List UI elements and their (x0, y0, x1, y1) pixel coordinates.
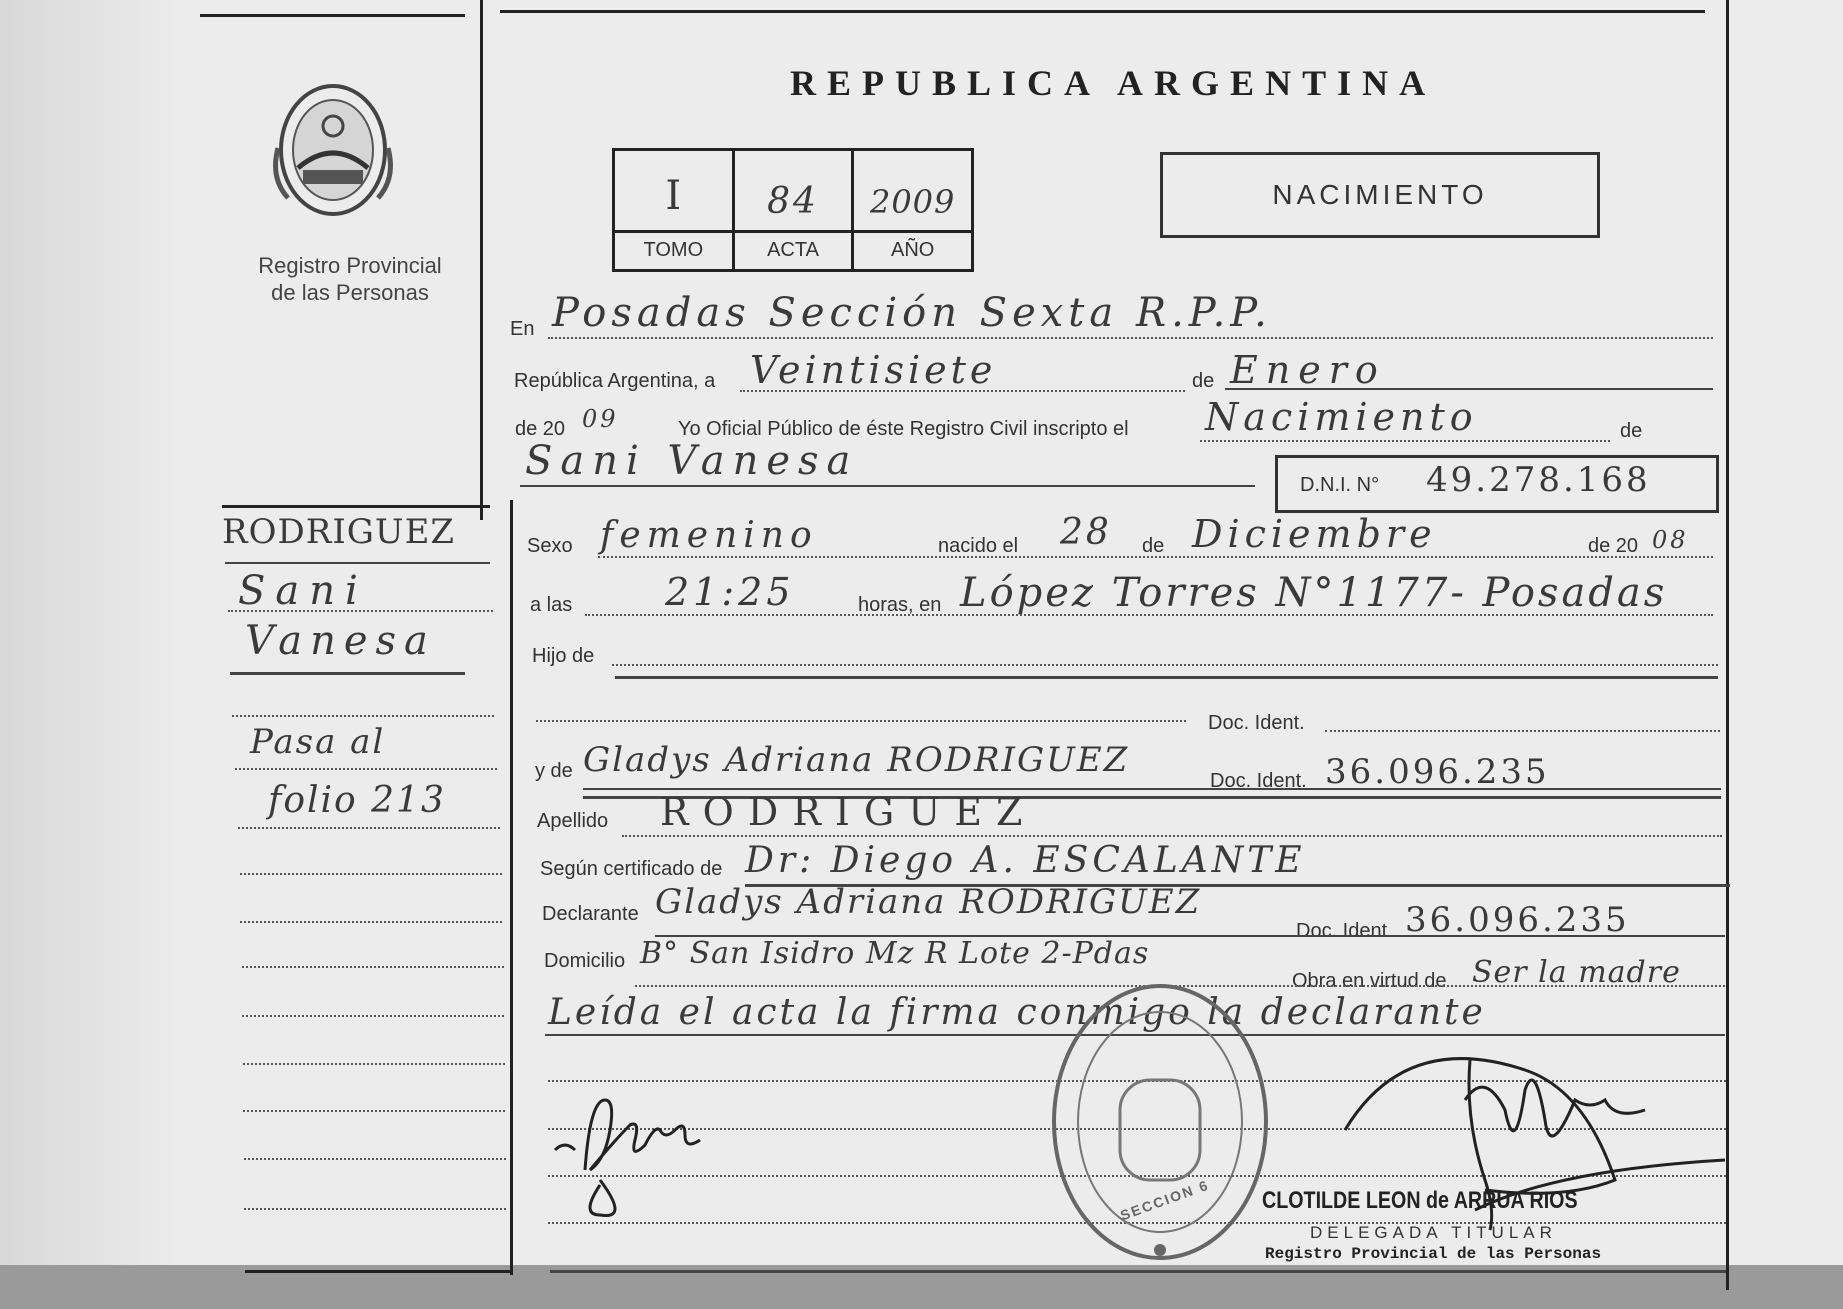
margin-dots (243, 1110, 505, 1112)
margin-dots (240, 921, 502, 923)
anio-cell (854, 151, 971, 269)
line-dots (612, 664, 1718, 666)
field-madre: Gladys Adriana RODRIGUEZ (583, 740, 1130, 780)
top-rule-left (200, 14, 465, 17)
field-apellido: RODRIGUEZ (660, 790, 1037, 834)
label-segun: Según certificado de (540, 858, 723, 880)
line-dots (1325, 730, 1720, 732)
label-de-mid: de (1142, 535, 1165, 557)
official-role: DELEGADA TITULAR (1310, 1223, 1557, 1242)
line-dots (548, 337, 1713, 339)
field-nombre: Sani Vanesa (525, 438, 859, 484)
margin-top-rule (222, 505, 490, 508)
line-dots (622, 835, 1722, 837)
margin-dots (235, 768, 497, 770)
line-dots (598, 556, 1713, 558)
tomo-cell (615, 151, 735, 269)
stamp-icon (1048, 980, 1273, 1265)
margin-name1: Sani (238, 568, 368, 614)
line-dots (740, 390, 1185, 392)
field-cierre: Leída el acta la firma conmigo la declarante (548, 992, 1486, 1033)
page-gutter (0, 0, 175, 1309)
margin-dots (228, 610, 493, 612)
field-madre-doc: 36.096.235 (1325, 752, 1550, 792)
tomo-label: TOMO (615, 230, 732, 269)
label-de-mes: de (1192, 370, 1215, 392)
column-divider-bottom (510, 500, 513, 1275)
field-dni: 49.278.168 (1426, 460, 1651, 500)
field-anio-nac: 08 (1652, 526, 1689, 554)
margin-surname: RODRIGUEZ (222, 512, 456, 552)
label-nacido: nacido el (938, 535, 1019, 557)
line-rule (550, 1270, 1726, 1273)
field-dia: Veintisiete (750, 348, 997, 392)
tomo-value: I (665, 173, 682, 219)
margin-dots (244, 1208, 506, 1210)
label-domicilio: Domicilio (544, 950, 626, 972)
field-declarante: Gladys Adriana RODRIGUEZ (655, 882, 1202, 922)
declarant-signature (545, 1090, 705, 1220)
label-docident1: Doc. Ident. (1208, 712, 1305, 734)
field-domicilio: B° San Isidro Mz R Lote 2-Pdas (640, 936, 1150, 971)
line-rule (615, 676, 1718, 679)
label-de-end: de (1620, 420, 1643, 442)
line-dots (585, 614, 1713, 616)
field-obra: Ser la madre (1472, 955, 1681, 990)
line-rule (1225, 388, 1713, 390)
margin-dots (243, 1063, 505, 1065)
anio-value: 2009 (869, 183, 956, 221)
field-anio: 09 (582, 405, 619, 433)
label-oficial: Yo Oficial Público de éste Registro Civil inscripto el (678, 418, 1129, 440)
margin-rule (225, 562, 490, 564)
official-stamp (1048, 980, 1273, 1265)
margin-note-line2: folio 213 (268, 780, 446, 821)
top-rule-right (500, 10, 1705, 13)
org-name-line1: Registro Provincial (258, 253, 442, 278)
label-docident2: Doc. Ident. (1210, 770, 1307, 792)
label-docident3: Doc. Ident (1296, 920, 1388, 942)
registry-box (612, 148, 974, 272)
field-lugar-nac: López Torres N°1177- Posadas (960, 570, 1668, 616)
field-mes-nac: Diciembre (1192, 512, 1437, 556)
label-horas: horas, en (858, 594, 942, 616)
label-republica: República Argentina, a (514, 370, 716, 392)
line-dots (1200, 440, 1610, 442)
document-type-box: NACIMIENTO (1160, 152, 1600, 238)
margin-dots (238, 827, 500, 829)
margin-name2: Vanesa (245, 618, 436, 664)
field-medico: Dr: Diego A. ESCALANTE (745, 840, 1306, 881)
field-declarante-doc: 36.096.235 (1405, 900, 1630, 940)
field-dia-nac: 28 (1060, 512, 1112, 553)
margin-dots (242, 1015, 504, 1017)
label-de20: de 20 (515, 418, 566, 440)
label-sexo: Sexo (527, 535, 573, 557)
margin-dots (244, 1158, 506, 1160)
margin-dots (242, 966, 504, 968)
official-name: CLOTILDE LEON de ARRUA RIOS (1262, 1187, 1578, 1214)
field-lugar: Posadas Sección Sexta R.P.P. (552, 290, 1272, 336)
margin-dots (240, 873, 502, 875)
label-dni: D.N.I. N° (1300, 474, 1380, 496)
label-apellido: Apellido (537, 810, 609, 832)
label-yde: y de (535, 760, 573, 782)
field-hora: 21:25 (665, 570, 795, 614)
org-name-line2: de las Personas (271, 280, 429, 305)
margin-note-line1: Pasa al (250, 722, 386, 762)
label-alas: a las (530, 594, 573, 616)
field-mes: Enero (1230, 348, 1386, 392)
org-name (230, 252, 470, 306)
stamp-section: SECCION 6 (1118, 1176, 1212, 1224)
column-divider-top (480, 0, 483, 520)
anio-label: AÑO (854, 230, 971, 269)
label-de2008: de 20 (1588, 535, 1639, 557)
province-seal (268, 78, 398, 228)
acta-label: ACTA (735, 230, 852, 269)
seal-icon (268, 78, 398, 228)
document-title: REPUBLICA ARGENTINA (790, 63, 1437, 103)
official-org: Registro Provincial de las Personas (1265, 1245, 1602, 1263)
acta-value: 84 (767, 181, 819, 222)
field-acto: Nacimiento (1205, 395, 1478, 439)
label-en: En (510, 318, 535, 340)
margin-bottom-rule (245, 1270, 513, 1273)
line-rule (520, 485, 1255, 487)
acta-cell (735, 151, 855, 269)
margin-rule (230, 672, 465, 675)
label-declarante: Declarante (542, 903, 639, 925)
field-sexo: femenino (600, 515, 818, 556)
label-hijo: Hijo de (532, 645, 595, 667)
margin-dots (232, 715, 494, 717)
line-dots (536, 720, 1186, 722)
dni-box (1275, 455, 1719, 513)
label-obra: Obra en virtud de (1292, 970, 1447, 992)
